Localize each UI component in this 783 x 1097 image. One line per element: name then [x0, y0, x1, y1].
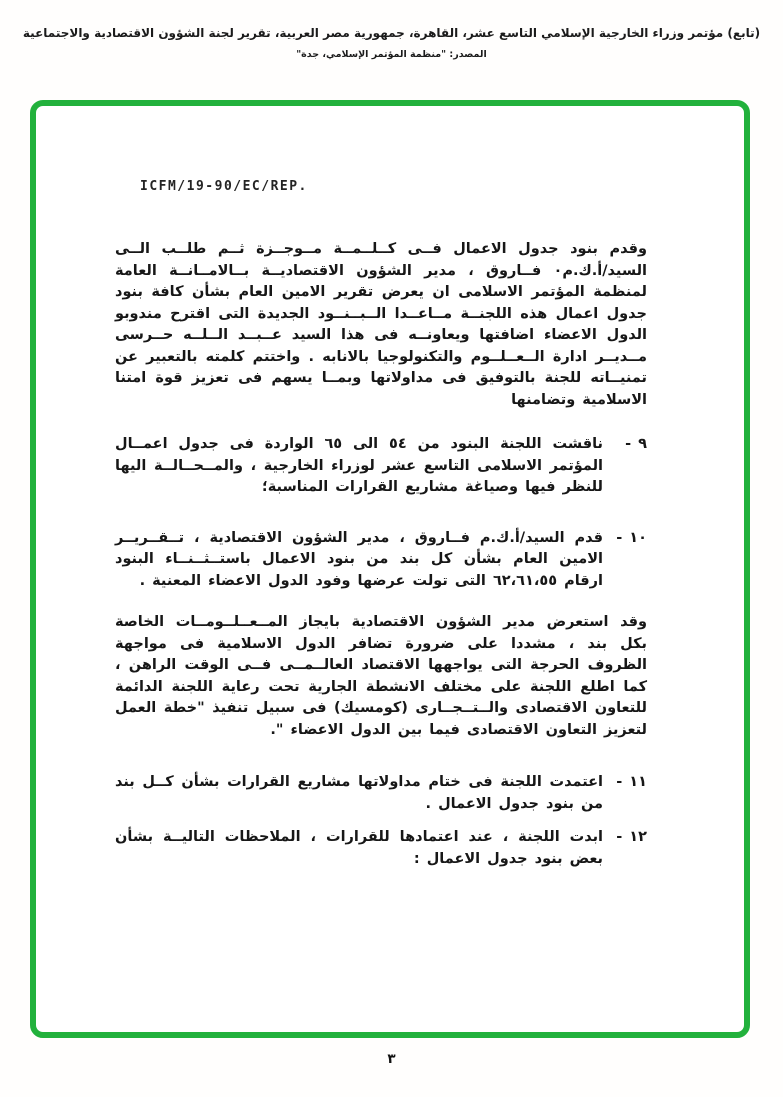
intro-paragraph: وقدم بنود جدول الاعمال فــى كــلــمــة مــوجــزة ثــم طلــب الــى السيد/أ.ك.م٠ فــاروق ، مدير الشؤون الاقتصاديــة بــالامــانــة العامة لمنظمة المؤتمر الاسلامى ان يعرض تقرير الامين العام بشأن كافة بنود جدول اعمال هذه اللجنــة مــاعــدا الــبــنــود الجديدة التى اقترح مندوبو الدول الاعضاء اضافتها ويعاونــه فى هذا السيد عــبــد الــلــه حــرسى مــديــر ادارة الــعــلــوم والتكنولوجيا بالانابه . واختتم كلمته بالتعبير عن تمنيــاته للجنة بالتوفيق فى مداولاتها وبمــا يسهم فى تعزيز قوة امتنا الاسلامية وتضامنها	[115, 241, 647, 408]
page-number: ٣	[387, 1051, 396, 1067]
list-item-10	[115, 528, 647, 593]
list-item-12	[115, 827, 647, 870]
item-11-text: اعتمدت اللجنة فى ختام مداولاتها مشاريع القرارات بشأن كــل بند من بنود جدول الاعمال .	[115, 774, 603, 812]
item-10-text: قدم السيد/أ.ك.م فــاروق ، مدير الشؤون الاقتصادية ، تــقــريــر الامين العام بشأن كل بند من بنود الاعمال باستــثــنــاء البنود ارقام ⁦٦٢،٦١،٥٥⁩ التى تولت عرضها وفود الدول الاعضاء المعنية .	[115, 529, 603, 589]
item-12-text: ابدت اللجنة ، عند اعتمادها للقرارات ، الملاحظات التاليــة بشأن بعض بنود جدول الاعمال :	[115, 829, 603, 867]
document-header	[0, 26, 783, 60]
list-item-11	[115, 772, 647, 815]
item-12-marker: ١٢ -	[616, 829, 647, 845]
document-body	[115, 239, 647, 870]
header-source-line: المصدر: "منظمة المؤتمر الإسلامي، جدة"	[296, 49, 487, 60]
item-9-marker: ٩ -	[625, 436, 647, 452]
list-item-9	[115, 434, 647, 499]
item-10-marker: ١٠ -	[616, 529, 647, 546]
item-9-text: ناقشت اللجنة البنود من ٥٤ الى ٦٥ الواردة فى جدول اعمــال المؤتمر الاسلامى التاسع عشر لوزراء الخارجية ، والمــحــالــة اليها للنظر فيها وصياغة مشاريع القرارات المناسبة؛	[115, 436, 603, 495]
header-title: (تابع) مؤتمر وزراء الخارجية الإسلامي التاسع عشر، القاهرة، جمهورية مصر العربية، تقرير لجنة الشؤون الاقتصادية والاجتماعية	[22, 26, 761, 40]
commentary-paragraph: وقد استعرض مدير الشؤون الاقتصادية بايجاز المــعــلــومــات الخاصة بكل بند ، مشددا على ضرورة تضافر الدول الاسلامية فى مواجهة الظروف الحرجة التى يواجهها الاقتصاد العالــمــى فــى الوقت الراهن ، كما اطلع اللجنة على مختلف الانشطة الجارية تحت رعاية اللجنة الدائمة للتعاون الاقتصادى والــتــجــارى (كومسيك) فى سبيل تنفيذ "خطة العمل لتعزيز التعاون الاقتصادى فيما بين الدول الاعضاء ".	[115, 614, 647, 738]
item-11-marker: ١١ -	[616, 774, 647, 790]
document-reference: ICFM/19-90/EC/REP.	[140, 179, 308, 194]
